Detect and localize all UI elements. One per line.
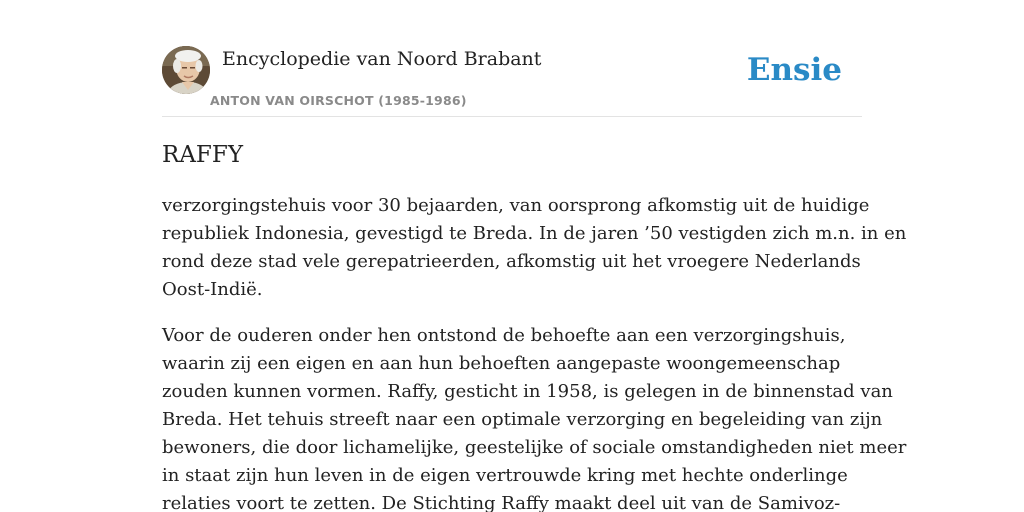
author-portrait-icon — [162, 46, 210, 94]
text-line: waarin zij een eigen en aan hun behoeften aangepaste woongemeenschap — [162, 353, 841, 374]
entry-title: RAFFY — [162, 142, 244, 168]
text-line: in staat zijn hun leven in de eigen vertrouwde kring met hechte onderlinge — [162, 465, 848, 486]
ensie-logo[interactable]: Ensie — [746, 52, 842, 88]
text-line: zouden kunnen vormen. Raffy, gesticht in 1958, is gelegen in de binnenstad van — [162, 381, 893, 402]
article-header — [162, 46, 862, 117]
author-avatar[interactable] — [162, 46, 210, 94]
text-line: Oost-Indië. — [162, 279, 263, 300]
paragraph-2 — [162, 322, 907, 512]
author-name[interactable]: ANTON VAN OIRSCHOT (1985-1986) — [210, 93, 467, 108]
text-line: verzorgingstehuis voor 30 bejaarden, van oorsprong afkomstig uit de huidige — [162, 195, 870, 216]
text-line: rond deze stad vele gerepatrieerden, afkomstig uit het vroegere Nederlands — [162, 251, 861, 272]
source-title[interactable]: Encyclopedie van Noord Brabant — [222, 48, 542, 70]
paragraph-1 — [162, 192, 907, 304]
text-line: bewoners, die door lichamelijke, geestelijke of sociale omstandigheden niet meer — [162, 437, 907, 458]
text-line: Voor de ouderen onder hen ontstond de behoefte aan een verzorgingshuis, — [162, 325, 846, 346]
text-line: Breda. Het tehuis streeft naar een optimale verzorging en begeleiding van zijn — [162, 409, 883, 430]
entry-body — [162, 192, 907, 512]
text-line: relaties voort te zetten. De Stichting Raffy maakt deel uit van de Samivoz- — [162, 493, 841, 512]
text-line: republiek Indonesia, gevestigd te Breda. In de jaren ’50 vestigden zich m.n. in en — [162, 223, 907, 244]
